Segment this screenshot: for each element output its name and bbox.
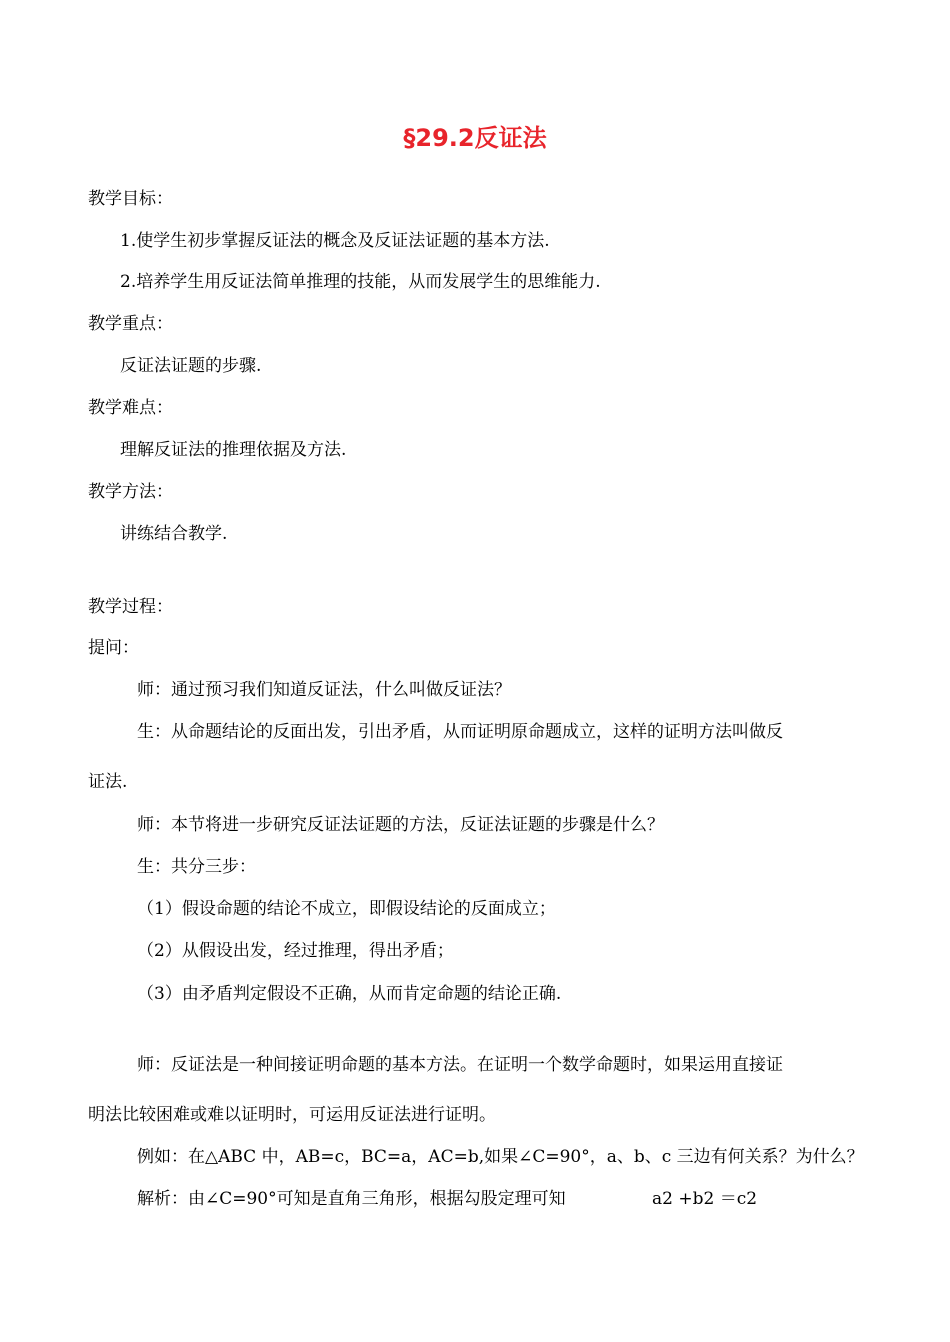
page-title: §29.2反证法 bbox=[403, 124, 547, 152]
teacher-statement-line-1: 师：反证法是一种间接证明命题的基本方法。在证明一个数学命题时，如果运用直接证 bbox=[137, 1055, 783, 1075]
analysis-text: 解析：由∠C=90°可知是直角三角形，根据勾股定理可知 bbox=[137, 1189, 566, 1209]
student-answer-1-line-2: 证法. bbox=[88, 772, 128, 792]
question-label: 提问： bbox=[88, 638, 139, 658]
step-3: （3）由矛盾判定假设不正确，从而肯定命题的结论正确. bbox=[137, 984, 562, 1004]
step-2: （2）从假设出发，经过推理，得出矛盾； bbox=[137, 941, 454, 961]
example-text: 例如：在△ABC 中，AB=c，BC=a，AC=b,如果∠C=90°，a、b、c 三边有何关系？为什么？ bbox=[137, 1147, 864, 1167]
teacher-question-2: 师：本节将进一步研究反证法证题的方法，反证法证题的步骤是什么？ bbox=[137, 815, 664, 835]
objective-item-1: 1.使学生初步掌握反证法的概念及反证法证题的基本方法. bbox=[120, 231, 550, 251]
difficulty-heading: 教学难点： bbox=[88, 398, 173, 418]
pythagorean-formula: a2 +b2 ＝c2 bbox=[652, 1189, 758, 1209]
key-point-text: 反证法证题的步骤. bbox=[120, 356, 262, 376]
teacher-question-1: 师：通过预习我们知道反证法，什么叫做反证法？ bbox=[137, 680, 511, 700]
key-point-heading: 教学重点： bbox=[88, 314, 173, 334]
difficulty-text: 理解反证法的推理依据及方法. bbox=[120, 440, 347, 460]
teacher-statement-line-2: 明法比较困难或难以证明时，可运用反证法进行证明。 bbox=[88, 1105, 496, 1125]
process-heading: 教学过程： bbox=[88, 597, 173, 617]
student-answer-2: 生：共分三步： bbox=[137, 857, 256, 877]
step-1: （1）假设命题的结论不成立，即假设结论的反面成立； bbox=[137, 899, 556, 919]
method-text: 讲练结合教学. bbox=[120, 524, 228, 544]
objective-item-2: 2.培养学生用反证法简单推理的技能，从而发展学生的思维能力. bbox=[120, 272, 601, 292]
objectives-heading: 教学目标： bbox=[88, 189, 173, 209]
student-answer-1-line-1: 生：从命题结论的反面出发，引出矛盾，从而证明原命题成立，这样的证明方法叫做反 bbox=[137, 722, 783, 742]
method-heading: 教学方法： bbox=[88, 482, 173, 502]
